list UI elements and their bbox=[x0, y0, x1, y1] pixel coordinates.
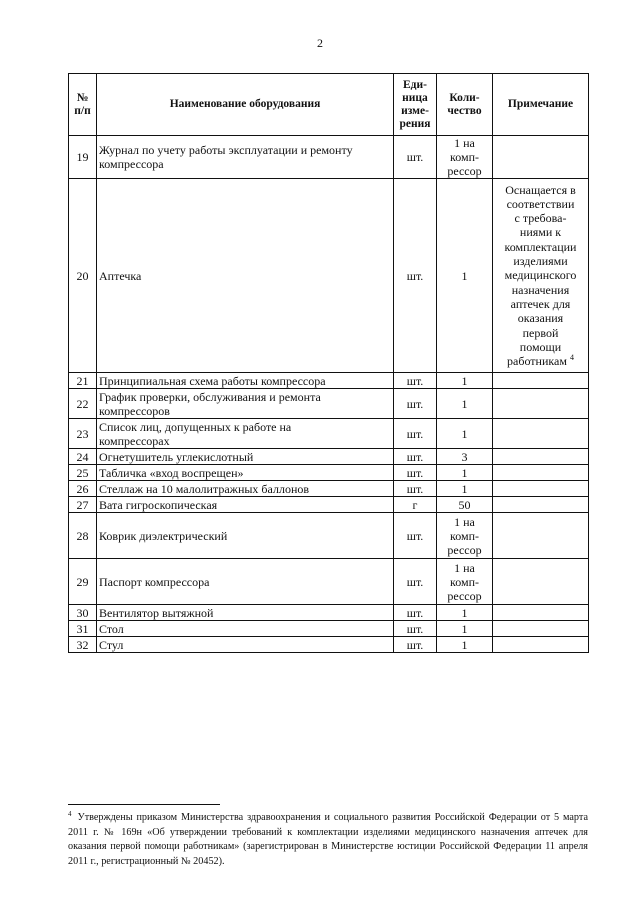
cell-num: 21 bbox=[69, 373, 97, 389]
cell-name-line: График проверки, обслуживания и ремонта bbox=[99, 389, 321, 404]
cell-name bbox=[97, 136, 394, 179]
cell-note bbox=[493, 497, 589, 513]
cell-num: 32 bbox=[69, 637, 97, 653]
equipment-table bbox=[68, 73, 589, 653]
cell-note-line: работникам bbox=[507, 354, 567, 369]
cell-name bbox=[97, 179, 394, 373]
cell-note bbox=[493, 605, 589, 621]
cell-qty bbox=[437, 465, 493, 481]
cell-name-line: компрессора bbox=[99, 157, 164, 171]
cell-name-line: Список лиц, допущенных к работе на bbox=[99, 419, 292, 434]
cell-num: 23 bbox=[69, 419, 97, 449]
cell-unit: шт. bbox=[394, 449, 437, 465]
cell-qty-line: 1 bbox=[461, 465, 468, 480]
table-header-row bbox=[69, 74, 589, 136]
cell-name bbox=[97, 419, 394, 449]
cell-note bbox=[493, 621, 589, 637]
cell-unit: шт. bbox=[394, 465, 437, 481]
cell-name-line: компрессоров bbox=[99, 403, 170, 418]
cell-num: 26 bbox=[69, 481, 97, 497]
cell-qty-line: рессор bbox=[447, 164, 482, 178]
header-note: Примечание bbox=[493, 74, 589, 136]
cell-qty-line: 3 bbox=[461, 449, 468, 464]
cell-note bbox=[493, 637, 589, 653]
cell-qty-line: 1 bbox=[461, 396, 468, 411]
header-line: чество bbox=[447, 104, 482, 117]
cell-qty bbox=[437, 449, 493, 465]
cell-name bbox=[97, 373, 394, 389]
cell-qty-line: 50 bbox=[458, 497, 471, 512]
cell-note-line: Оснащается в bbox=[505, 182, 576, 197]
page-number: 2 bbox=[317, 36, 323, 50]
cell-note-line: комплектации bbox=[504, 239, 577, 254]
cell-qty-line: 1 bbox=[461, 637, 468, 652]
table-row bbox=[69, 179, 589, 373]
table-row bbox=[69, 621, 589, 637]
cell-name bbox=[97, 605, 394, 621]
cell-num: 25 bbox=[69, 465, 97, 481]
cell-note bbox=[493, 559, 589, 605]
cell-unit: шт. bbox=[394, 513, 437, 559]
header-line: рения bbox=[399, 117, 431, 130]
cell-note-line: оказания bbox=[517, 311, 564, 326]
table-row bbox=[69, 465, 589, 481]
cell-qty-line: 1 на bbox=[454, 560, 475, 575]
cell-qty-line: комп- bbox=[449, 150, 479, 164]
cell-name-line: Вентилятор вытяжной bbox=[99, 605, 214, 620]
cell-qty-line: 1 bbox=[461, 373, 468, 388]
cell-num: 31 bbox=[69, 621, 97, 637]
cell-unit: шт. bbox=[394, 179, 437, 373]
cell-unit: г bbox=[394, 497, 437, 513]
cell-name bbox=[97, 497, 394, 513]
cell-num: 30 bbox=[69, 605, 97, 621]
cell-unit: шт. bbox=[394, 605, 437, 621]
cell-qty-line: 1 bbox=[461, 268, 468, 283]
cell-qty bbox=[437, 373, 493, 389]
table-row bbox=[69, 373, 589, 389]
table-row bbox=[69, 136, 589, 179]
table-row bbox=[69, 559, 589, 605]
cell-name-line: Стол bbox=[99, 621, 124, 636]
cell-unit: шт. bbox=[394, 136, 437, 179]
cell-unit: шт. bbox=[394, 559, 437, 605]
footnote-reference: 4 bbox=[569, 353, 574, 363]
cell-qty bbox=[437, 605, 493, 621]
cell-note-line: медицинского bbox=[504, 268, 577, 283]
footnote-text: Утверждены приказом Министерства здравоохранения и социального развития Российской Федерации от 5 марта 2011 г. № 169н «Об утверждении требований к комплектации изделиями медицинского назначения аптечек для оказания первой помощи работникам» (зарегистрирован в Министерстве юстиции Российской Федерации 11 апреля 2011 г., регистрационный № 20452). bbox=[68, 812, 588, 867]
cell-qty bbox=[437, 179, 493, 373]
cell-unit: шт. bbox=[394, 373, 437, 389]
cell-name bbox=[97, 481, 394, 497]
cell-note bbox=[493, 136, 589, 179]
cell-name-line: компрессорах bbox=[99, 433, 170, 448]
cell-name-line: Журнал по учету работы эксплуатации и ремонту bbox=[99, 143, 353, 157]
cell-name-line: Коврик диэлектрический bbox=[99, 528, 228, 543]
cell-name-line: Табличка «вход воспрещен» bbox=[99, 465, 244, 480]
cell-note-line: с требова- bbox=[514, 211, 567, 226]
header-qty bbox=[437, 74, 493, 136]
cell-note-line: изделиями bbox=[513, 254, 568, 269]
cell-qty bbox=[437, 559, 493, 605]
cell-num: 28 bbox=[69, 513, 97, 559]
cell-qty bbox=[437, 497, 493, 513]
cell-num: 22 bbox=[69, 389, 97, 419]
table-row bbox=[69, 481, 589, 497]
cell-note bbox=[493, 513, 589, 559]
cell-name-line: Стеллаж на 10 малолитражных баллонов bbox=[99, 481, 310, 496]
cell-note bbox=[493, 389, 589, 419]
cell-name bbox=[97, 637, 394, 653]
cell-name bbox=[97, 559, 394, 605]
cell-note bbox=[493, 481, 589, 497]
cell-unit: шт. bbox=[394, 481, 437, 497]
cell-name bbox=[97, 465, 394, 481]
table-row bbox=[69, 389, 589, 419]
cell-note bbox=[493, 179, 589, 373]
table-row bbox=[69, 449, 589, 465]
header-name: Наименование оборудования bbox=[97, 74, 394, 136]
cell-unit: шт. bbox=[394, 621, 437, 637]
cell-name-line: Паспорт компрессора bbox=[99, 574, 210, 589]
header-num: № п/п bbox=[69, 74, 97, 136]
cell-qty-line: 1 bbox=[461, 605, 468, 620]
footnote-divider bbox=[68, 804, 220, 805]
cell-note bbox=[493, 373, 589, 389]
cell-num: 24 bbox=[69, 449, 97, 465]
cell-qty-line: 1 bbox=[461, 621, 468, 636]
cell-qty bbox=[437, 389, 493, 419]
cell-qty-line: рессор bbox=[447, 542, 482, 557]
cell-num: 29 bbox=[69, 559, 97, 605]
cell-note bbox=[493, 465, 589, 481]
cell-note bbox=[493, 419, 589, 449]
cell-qty bbox=[437, 136, 493, 179]
header-line: Коли- bbox=[449, 91, 480, 104]
cell-qty bbox=[437, 513, 493, 559]
table-row bbox=[69, 497, 589, 513]
cell-unit: шт. bbox=[394, 637, 437, 653]
cell-num: 27 bbox=[69, 497, 97, 513]
cell-note-line: аптечек для bbox=[510, 296, 571, 311]
table-row bbox=[69, 637, 589, 653]
cell-name-line: Аптечка bbox=[99, 268, 142, 283]
header-line: ница bbox=[402, 91, 428, 104]
cell-name bbox=[97, 513, 394, 559]
cell-note-line: первой bbox=[522, 325, 559, 340]
cell-name-line: Огнетушитель углекислотный bbox=[99, 449, 254, 464]
cell-name bbox=[97, 621, 394, 637]
cell-qty bbox=[437, 621, 493, 637]
cell-name bbox=[97, 389, 394, 419]
cell-qty bbox=[437, 481, 493, 497]
cell-qty-line: 1 на bbox=[454, 514, 475, 529]
cell-note-line: помощи bbox=[519, 339, 562, 354]
cell-qty-line: рессор bbox=[447, 588, 482, 603]
header-line: Еди- bbox=[403, 78, 427, 91]
cell-num: 20 bbox=[69, 179, 97, 373]
cell-note-line: соответствии bbox=[506, 196, 575, 211]
cell-note-line: ниями к bbox=[519, 225, 562, 240]
cell-note-line: назначения bbox=[511, 282, 570, 297]
cell-name bbox=[97, 449, 394, 465]
cell-qty bbox=[437, 637, 493, 653]
table-row bbox=[69, 605, 589, 621]
cell-qty-line: 1 bbox=[461, 481, 468, 496]
table-row bbox=[69, 419, 589, 449]
cell-qty bbox=[437, 419, 493, 449]
cell-name-line: Вата гигроскопическая bbox=[99, 497, 218, 512]
cell-qty-line: комп- bbox=[449, 574, 479, 589]
table-row bbox=[69, 513, 589, 559]
cell-qty-line: комп- bbox=[449, 528, 479, 543]
cell-qty-line: 1 на bbox=[454, 136, 475, 150]
cell-unit: шт. bbox=[394, 419, 437, 449]
cell-note bbox=[493, 449, 589, 465]
footnote-mark: 4 bbox=[68, 809, 72, 818]
cell-num: 19 bbox=[69, 136, 97, 179]
cell-name-line: Принципиальная схема работы компрессора bbox=[99, 373, 326, 388]
header-unit bbox=[394, 74, 437, 136]
cell-name-line: Стул bbox=[99, 637, 124, 652]
footnote bbox=[68, 811, 588, 869]
cell-unit: шт. bbox=[394, 389, 437, 419]
cell-qty-line: 1 bbox=[461, 426, 468, 441]
header-line: изме- bbox=[401, 104, 429, 117]
